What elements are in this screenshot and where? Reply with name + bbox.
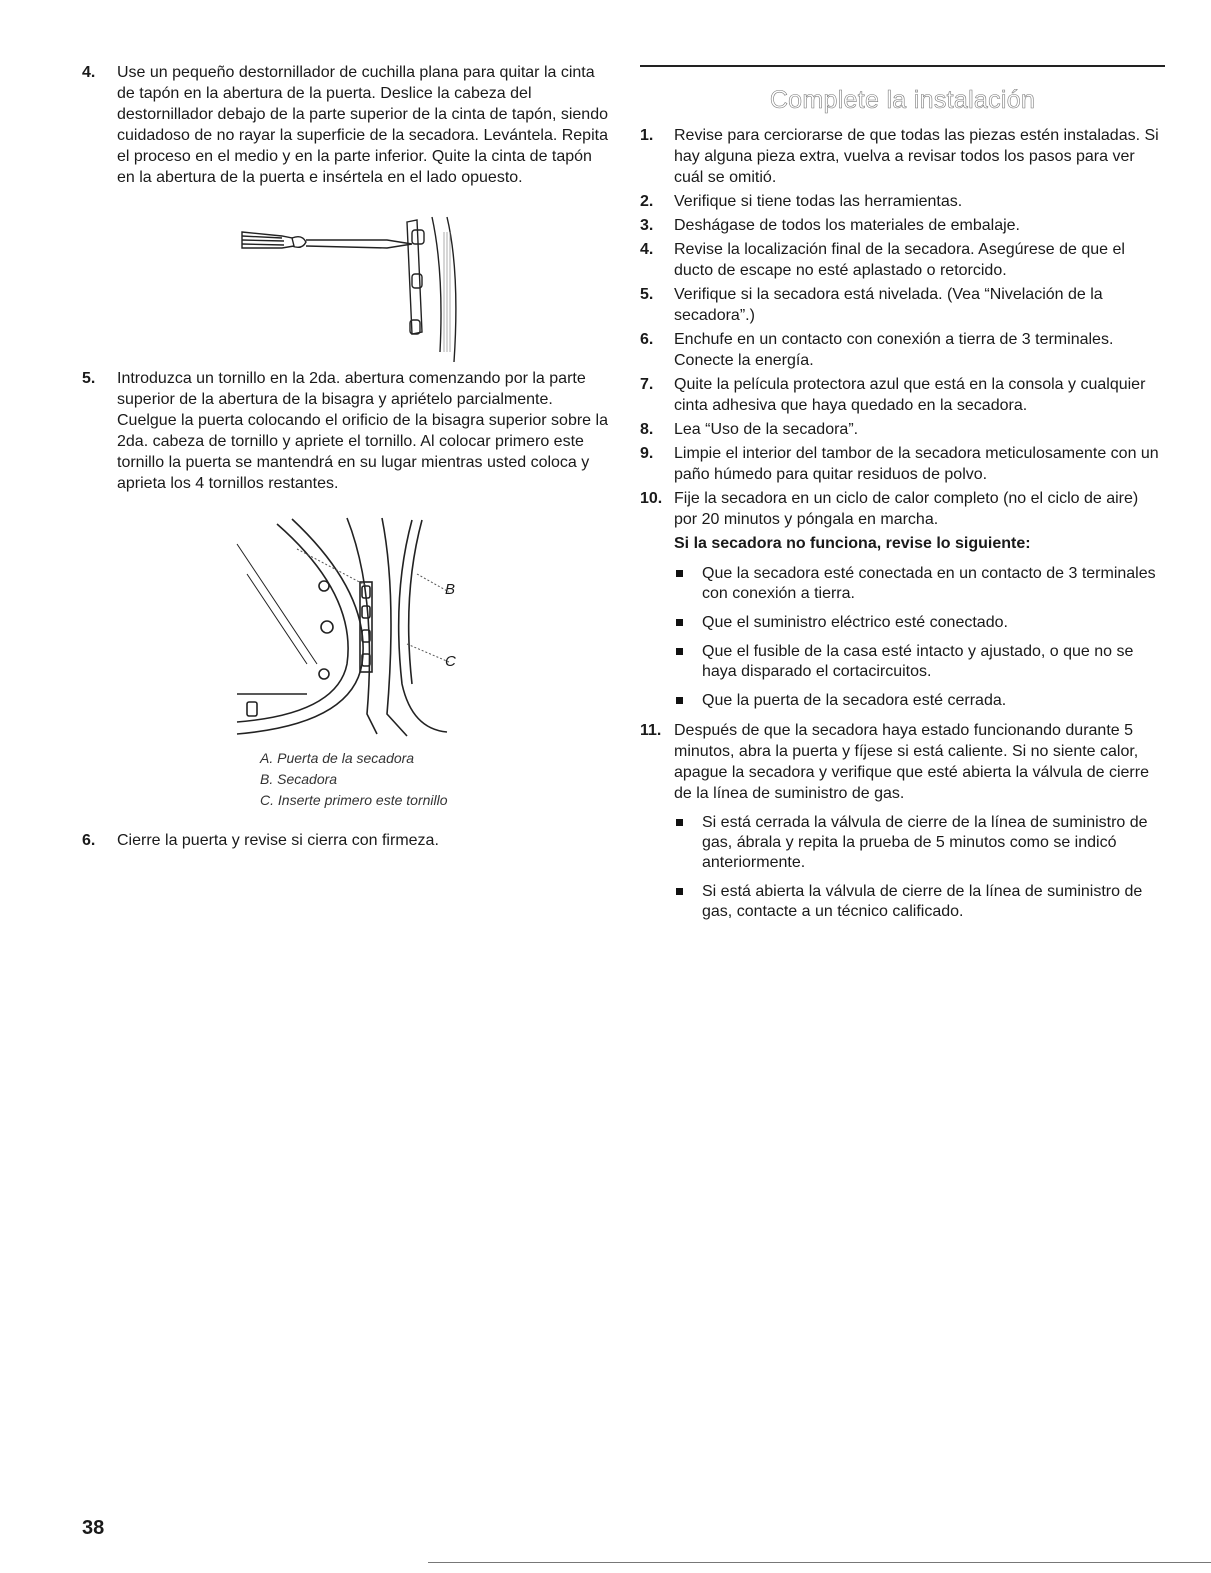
bullet-square-icon [676,697,683,704]
step-number: 11. [640,722,662,739]
figure-label-b: B [445,581,456,598]
door-hinge-illustration [227,514,612,744]
check-step [640,284,1165,326]
left-column [82,62,612,851]
check-step [640,443,1165,485]
figure-captions [260,748,612,811]
step-5 [82,368,612,514]
check-step [640,329,1165,371]
bullet-item [640,642,1165,682]
bullet-item [640,613,1165,633]
section-divider [640,65,1165,67]
step-text: Introduzca un tornillo en la 2da. abertura comenzando por la parte superior de la abertura de la bisagra y apriételo parcialmente. Cuelgue la puerta colocando el orificio de la bisagra superior sobre la 2da. cabeza de tornillo y apriete el tornillo. Al colocar primero este tornillo la puerta se mantendrá en su lugar mientras usted coloca y aprieta los 4 tornillos restantes. [117,370,608,492]
check-step [640,488,1165,530]
right-column [640,65,1165,931]
troubleshoot-heading: Si la secadora no funciona, revise lo siguiente: [674,535,1031,552]
bullet-square-icon [676,648,683,655]
step-text: Revise para cerciorarse de que todas las piezas estén instaladas. Si hay alguna pieza extra, vuelva a revisar todos los pasos para ver cuál se omitió. [674,127,1159,186]
step-text: Lea “Uso de la secadora”. [674,421,859,438]
step-number: 7. [640,376,654,393]
bullet-item [640,882,1165,922]
bullet-text: Que el fusible de la casa esté intacto y ajustado, o que no se haya disparado el cortacircuitos. [702,643,1134,680]
door-hinge-figure [227,514,487,744]
step-6 [82,830,612,851]
bullet-item [640,564,1165,604]
step-number: 5. [640,286,654,303]
bullet-text: Que la puerta de la secadora esté cerrada. [702,692,1007,709]
step-number: 9. [640,445,654,462]
check-step [640,239,1165,281]
step-number: 6. [82,832,96,849]
bullet-square-icon [676,570,683,577]
page-number: 38 [82,1517,105,1539]
step-text: Verifique si la secadora está nivelada. (Vea “Nivelación de la secadora”.) [674,286,1103,324]
step-text: Quite la película protectora azul que está en la consola y cualquier cinta adhesiva que haya quedado en la secadora. [674,376,1146,414]
bullet-text: Que la secadora esté conectada en un contacto de 3 terminales con conexión a tierra. [702,565,1156,602]
bullet-text: Que el suministro eléctrico esté conectado. [702,614,1008,631]
step-number: 10. [640,490,663,507]
step-text: Después de que la secadora haya estado funcionando durante 5 minutos, abra la puerta y fíjese si está caliente. Si no siente calor, apague la secadora y verifique que esté abierta la válvula de cierre de la línea de suministro de gas. [674,722,1149,802]
check-step-11 [640,720,1165,804]
bullet-item [640,813,1165,873]
step-number: 4. [640,241,654,258]
section-title: Complete la instalación [769,86,1036,114]
step-text: Deshágase de todos los materiales de embalaje. [674,217,1020,234]
bullet-square-icon [676,619,683,626]
step-number: 6. [640,331,654,348]
check-step [640,125,1165,188]
check-step [640,215,1165,236]
step-number: 2. [640,193,654,210]
step-number: 1. [640,127,654,144]
check-step [640,374,1165,416]
bullet-text: Si está abierta la válvula de cierre de la línea de suministro de gas, contacte a un técnico calificado. [702,883,1143,920]
screwdriver-figure [222,212,482,372]
footer-rule [428,1562,1211,1563]
step-number: 5. [82,370,96,387]
step-text: Use un pequeño destornillador de cuchilla plana para quitar la cinta de tapón en la abertura de la puerta. Deslice la cabeza del destornillador debajo de la parte superior de la cinta de tapón, siendo cuidadoso de no rayar la superficie de la secadora. Levántela. Repita el proceso en el medio y en la parte inferior. Quite la cinta de tapón en la abertura de la puerta e insértela en el lado opuesto. [117,64,608,186]
figure-label-c: C [445,653,456,670]
step-number: 8. [640,421,654,438]
caption-a: A. Puerta de la secadora [260,750,415,766]
step-text: Fije la secadora en un ciclo de calor completo (no el ciclo de aire) por 20 minutos y póngala en marcha. [674,490,1139,528]
caption-b: B. Secadora [260,771,338,787]
check-step [640,419,1165,440]
bullet-square-icon [676,819,683,826]
screwdriver-illustration [222,212,612,372]
bullet-item [640,691,1165,711]
step-text: Cierre la puerta y revise si cierra con firmeza. [117,832,439,849]
caption-c: C. Inserte primero este tornillo [260,792,448,808]
check-step [640,191,1165,212]
step-text: Revise la localización final de la secadora. Asegúrese de que el ducto de escape no esté aplastado o retorcido. [674,241,1125,279]
step-number: 4. [82,64,96,81]
step-text: Limpie el interior del tambor de la secadora meticulosamente con un paño húmedo para quitar residuos de polvo. [674,445,1159,483]
bullet-square-icon [676,888,683,895]
step-number: 3. [640,217,654,234]
bullet-text: Si está cerrada la válvula de cierre de la línea de suministro de gas, ábrala y repita la prueba de 5 minutos como se indicó anteriormente. [702,814,1148,871]
step-text: Enchufe en un contacto con conexión a tierra de 3 terminales. Conecte la energía. [674,331,1114,369]
step-text: Verifique si tiene todas las herramientas. [674,193,963,210]
step-4 [82,62,612,212]
